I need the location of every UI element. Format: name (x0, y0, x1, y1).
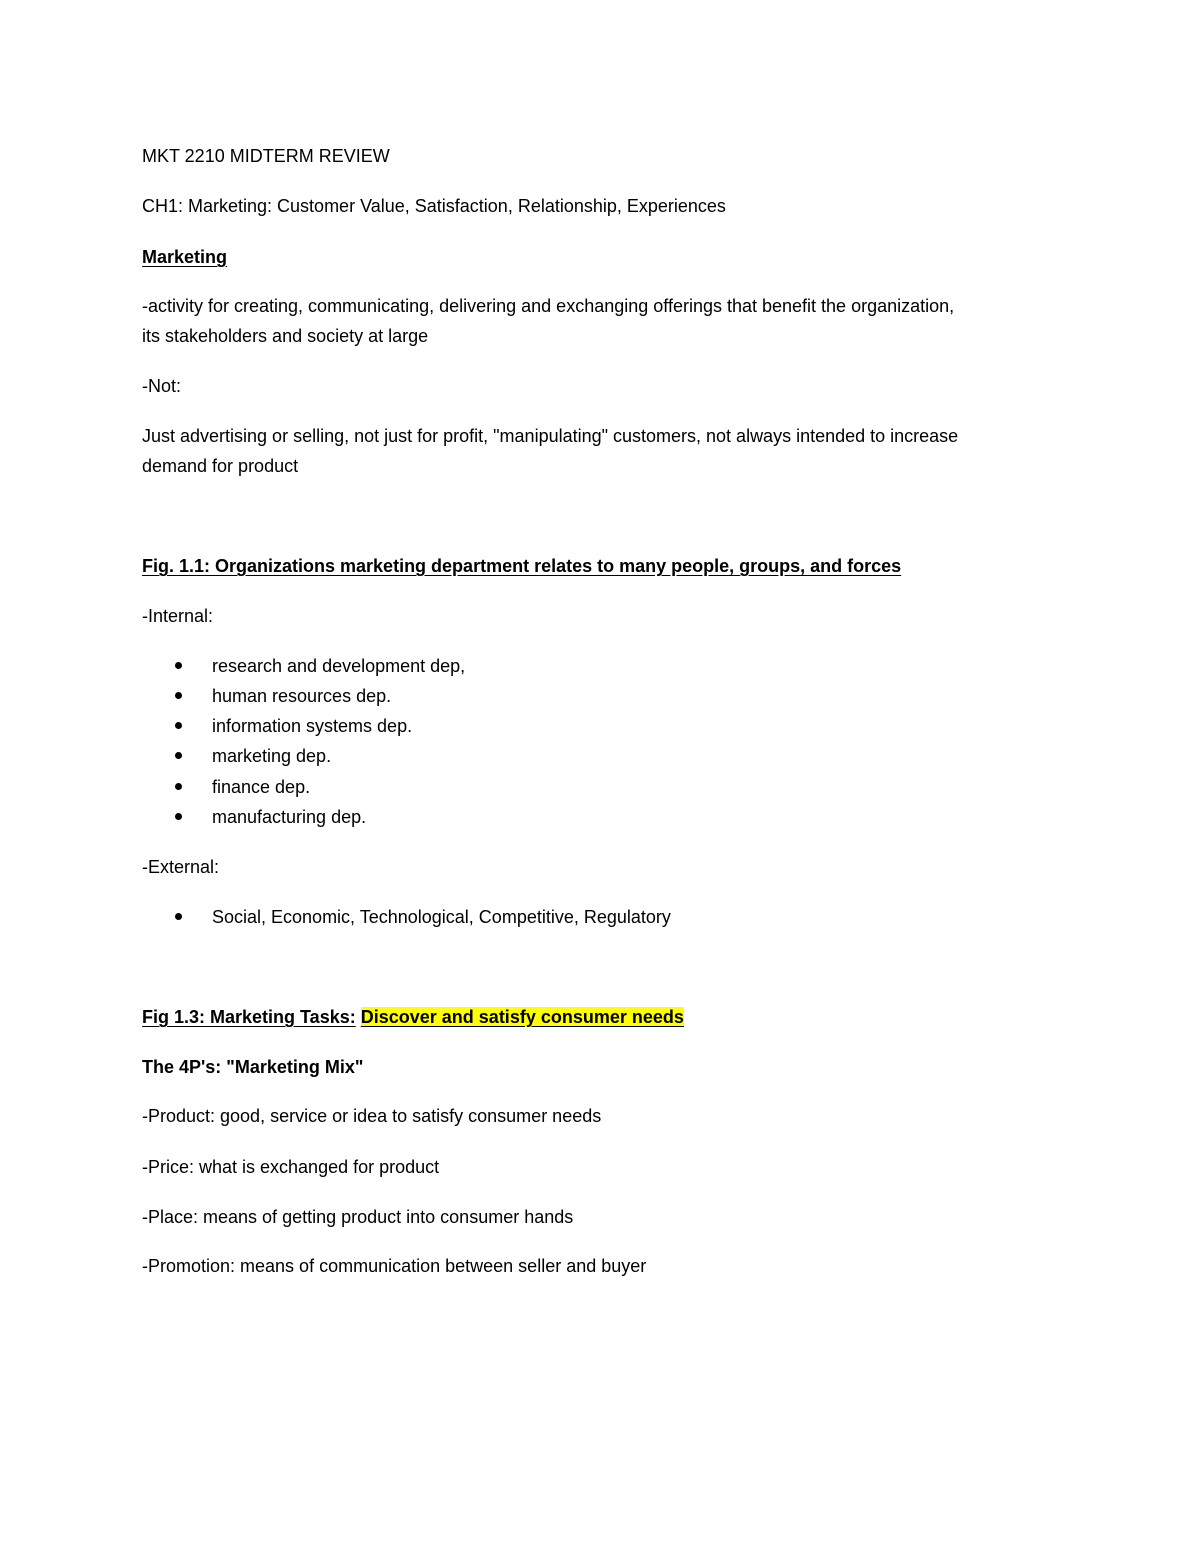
list-item-text: marketing dep. (212, 746, 332, 766)
bullet-icon (175, 913, 182, 920)
bullet-icon (175, 722, 182, 729)
internal-label: -Internal: (142, 606, 214, 626)
bullet-icon (175, 692, 182, 699)
promotion-line: -Promotion: means of communication between seller and buyer (142, 1256, 647, 1276)
list-item-text: information systems dep. (212, 716, 413, 736)
list-item-text: manufacturing dep. (212, 807, 367, 827)
fig-1-3-prefix: Fig 1.3: Marketing Tasks: (142, 1007, 356, 1027)
bullet-icon (175, 783, 182, 790)
list-item-text: human resources dep. (212, 686, 392, 706)
fig-1-3-highlight: Discover and satisfy consumer needs (360, 1007, 684, 1027)
product-line: -Product: good, service or idea to satisfy consumer needs (142, 1106, 602, 1126)
fig-1-3-heading (142, 1002, 684, 1032)
definition-line-2: its stakeholders and society at large (142, 326, 429, 346)
document-page (142, 0, 1062, 1553)
definition-line-1: -activity for creating, communicating, delivering and exchanging offerings that benefit the organization, (142, 296, 955, 316)
external-label: -External: (142, 857, 220, 877)
list-item-text: Social, Economic, Technological, Competitive, Regulatory (212, 907, 671, 927)
four-ps-heading: The 4P's: "Marketing Mix" (142, 1057, 364, 1077)
chapter-heading: CH1: Marketing: Customer Value, Satisfaction, Relationship, Experiences (142, 196, 726, 216)
not-line-1: Just advertising or selling, not just for profit, "manipulating" customers, not always intended to increase (142, 426, 959, 446)
price-line: -Price: what is exchanged for product (142, 1157, 440, 1177)
marketing-heading: Marketing (142, 247, 228, 267)
not-label: -Not: (142, 376, 182, 396)
fig-1-1-heading: Fig. 1.1: Organizations marketing department relates to many people, groups, and forces (142, 556, 902, 576)
list-item-text: finance dep. (212, 777, 311, 797)
not-line-2: demand for product (142, 456, 299, 476)
bullet-icon (175, 662, 182, 669)
document-title: MKT 2210 MIDTERM REVIEW (142, 146, 390, 166)
bullet-icon (175, 813, 182, 820)
bullet-icon (175, 752, 182, 759)
list-item-text: research and development dep, (212, 656, 466, 676)
place-line: -Place: means of getting product into consumer hands (142, 1207, 574, 1227)
